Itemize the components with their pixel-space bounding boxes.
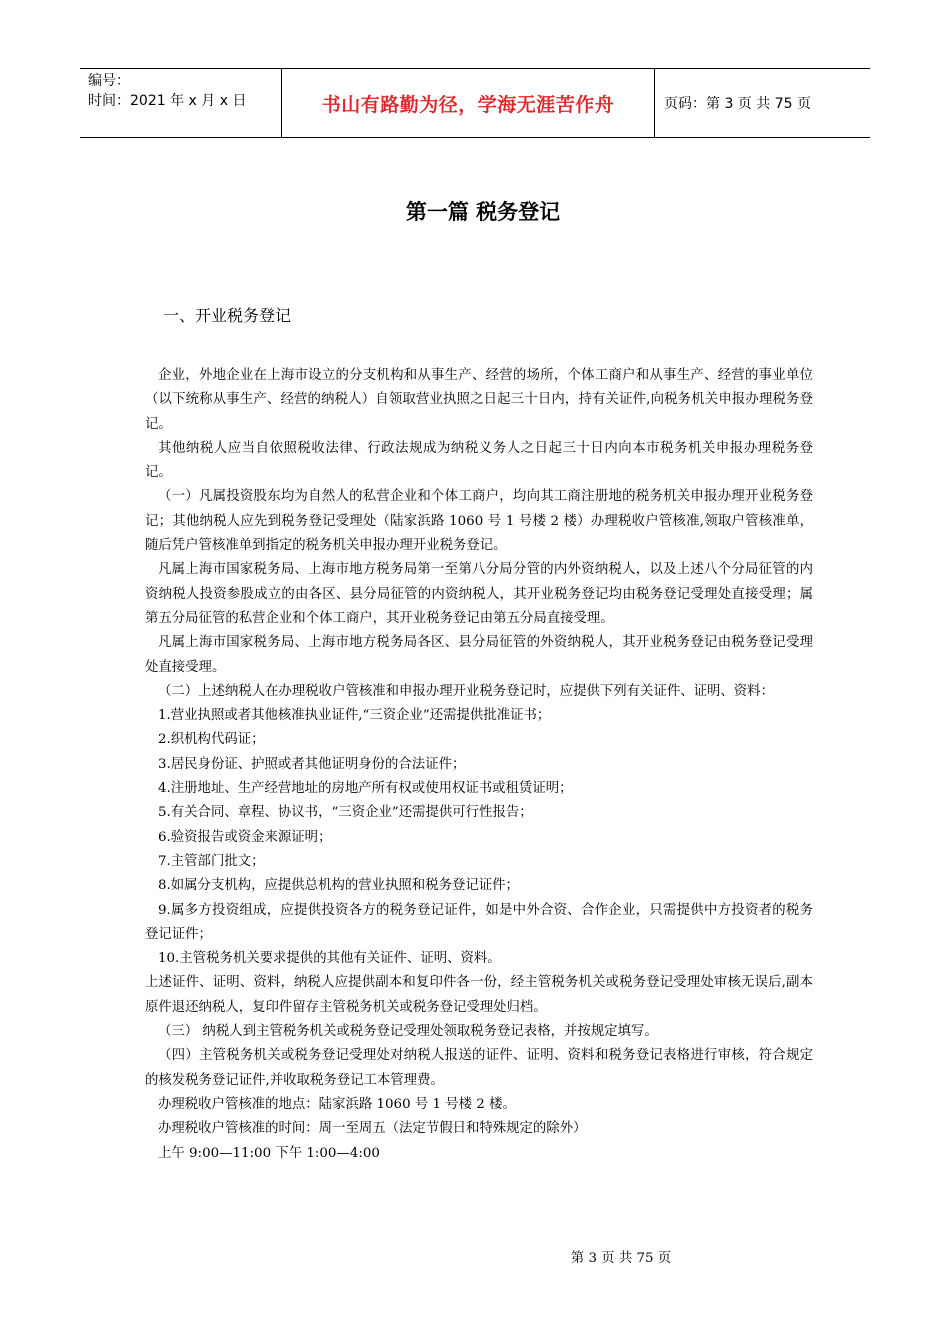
body-paragraph: 上述证件、证明、资料，纳税人应提供副本和复印件各一份，经主管税务机关或税务登记受理处审核无误后,副本原件退还纳税人，复印件留存主管税务机关或税务登记受理处归档。 [145, 975, 813, 1015]
document-title: 第一篇 税务登记 [405, 200, 561, 224]
body-paragraph: （四）主管税务机关或税务登记受理处对纳税人报送的证件、证明、资料和税务登记表格进行审核，符合规定的核发税务登记证件,并收取税务登记工本管理费。 [145, 1048, 813, 1088]
body-paragraph: （三） 纳税人到主管税务机关或税务登记受理处领取税务登记表格，并按规定填写。 [158, 1024, 658, 1040]
body-paragraph: 凡属上海市国家税务局、上海市地方税务局第一至第八分局分管的内外资纳税人，以及上述八个分局征管的内资纳税人投资参股成立的由各区、县分局征管的内资纳税人，其开业税务登记均由税务登记受理处直接受理；属第五分局征管的私营企业和个体工商户，其开业税务登记由第五分局直接受理。 [145, 562, 813, 626]
header-motto: 书山有路勤为径，学海无涯苦作舟 [321, 93, 615, 116]
body-paragraph: 办理税收户管核准的时间：周一至周五（法定节假日和特殊规定的除外） [158, 1121, 587, 1137]
document-number-label: 编号： [88, 73, 130, 89]
header-motto-cell [282, 69, 655, 137]
body-paragraph: 其他纳税人应当自依照税收法律、行政法规成为纳税义务人之日起三十日内向本市税务机关申报办理税务登记。 [145, 440, 813, 481]
body-paragraph: 1.营业执照或者其他核准执业证件,“三资企业”还需提供批准证书； [158, 708, 551, 724]
body-paragraph: 9.属多方投资组成，应提供投资各方的税务登记证件，如是中外合资、合作企业，只需提供中方投资者的税务登记证件； [145, 902, 813, 942]
page-footer: 第 3 页 共 75 页 [570, 1251, 672, 1266]
body-paragraph: 4.注册地址、生产经营地址的房地产所有权或使用权证书或租赁证明； [158, 781, 573, 797]
section-heading: 一、开业税务登记 [163, 306, 292, 325]
body-paragraph: 7.主管部门批文； [158, 853, 265, 869]
body-paragraph: 10.主管税务机关要求提供的其他有关证件、证明、资料。 [158, 951, 501, 967]
header-page-info: 页码：第 3 页 共 75 页 [664, 96, 811, 112]
document-date-label: 时间：2021 年 x 月 x 日 [88, 93, 247, 109]
document-header [80, 68, 870, 138]
body-paragraph: 办理税收户管核准的地点：陆家浜路 1060 号 1 号楼 2 楼。 [158, 1096, 516, 1112]
body-paragraph: 6.验资报告或资金来源证明； [158, 829, 332, 845]
body-paragraph: （二）上述纳税人在办理税收户管核准和申报办理开业税务登记时，应提供下列有关证件、证明、资料： [158, 683, 774, 699]
body-paragraph: 企业，外地企业在上海市设立的分支机构和从事生产、经营的场所，个体工商户和从事生产、经营的事业单位（以下统称从事生产、经营的纳税人）自领取营业执照之日起三十日内，持有关证件,向税务机关申报办理税务登记。 [145, 368, 813, 432]
body-paragraph: 上午 9:00—11:00 下午 1:00—4:00 [158, 1145, 380, 1161]
body-paragraph: 5.有关合同、章程、协议书，“三资企业”还需提供可行性报告； [158, 805, 533, 821]
document-body [145, 364, 813, 1166]
body-paragraph: 3.居民身份证、护照或者其他证明身份的合法证件； [158, 756, 466, 772]
body-paragraph: 8.如属分支机构，应提供总机构的营业执照和税务登记证件； [158, 878, 519, 894]
body-paragraph: 2.织机构代码证； [158, 732, 265, 748]
header-meta-cell [80, 69, 282, 137]
body-paragraph: （一）凡属投资股东均为自然人的私营企业和个体工商户，均向其工商注册地的税务机关申报办理开业税务登记；其他纳税人应先到税务登记受理处（陆家浜路 1060 号 1 号楼 2 楼）办理税收户管核准,领取户管核准单，随后凭户管核准单到指定的税务机关申报办理开业税务登记。 [145, 489, 813, 554]
body-paragraph: 凡属上海市国家税务局、上海市地方税务局各区、县分局征管的外资纳税人，其开业税务登记由税务登记受理处直接受理。 [145, 635, 813, 675]
header-page-cell [655, 69, 870, 137]
